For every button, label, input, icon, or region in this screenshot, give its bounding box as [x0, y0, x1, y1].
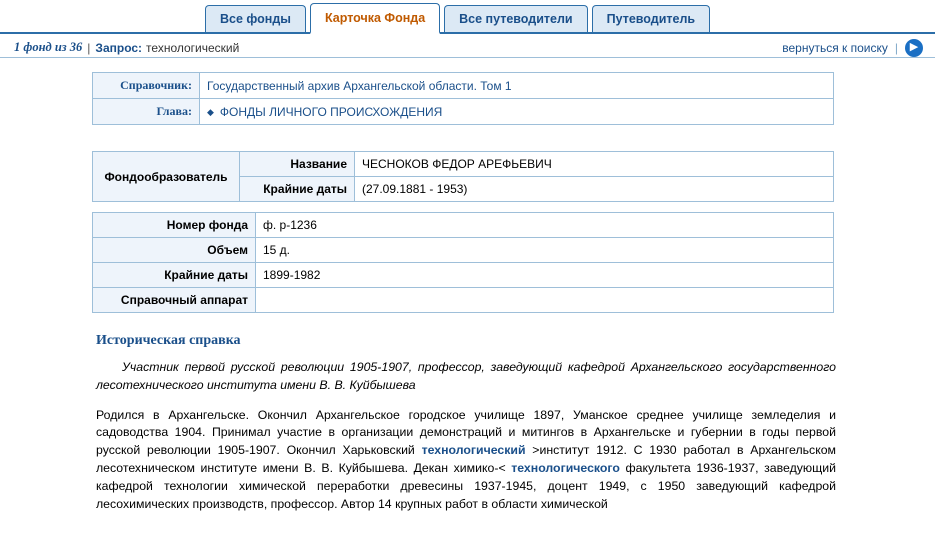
query-separator: | — [87, 40, 91, 55]
diamond-bullet-icon: ◆ — [207, 106, 214, 117]
tab-bar — [0, 0, 935, 34]
tab-fund-card[interactable]: Карточка Фонда — [310, 3, 440, 34]
historical-note-text-3: факультета 1936-1937, заведующий кафедрой технологии химической переработки древесины 1937-1945, доцент 1949, с 1950 заведующий кафедрой лесохимических производств, профессор. Автор 14 крупных работ в области химической — [96, 461, 836, 511]
query-actions — [782, 39, 923, 57]
founder-dates-value: (27.09.1881 - 1953) — [355, 177, 834, 202]
historical-note-body — [96, 407, 836, 514]
historical-note-text-2: >институт 1912. С 1930 работал в Архангельском лесотехническом институте имени В. В. Куйбышева. Декан химико-< — [96, 443, 836, 476]
table-row — [93, 238, 834, 263]
historical-note-highlight-2: технологического — [511, 461, 620, 476]
table-row — [93, 263, 834, 288]
founder-name-value: ЧЕСНОКОВ ФЕДОР АРЕФЬЕВИЧ — [355, 152, 834, 177]
main-content — [0, 58, 935, 514]
back-to-search-link[interactable]: вернуться к поиску — [782, 40, 888, 55]
founder-table — [92, 151, 834, 202]
glava-value-cell — [200, 99, 834, 125]
table-row — [93, 152, 834, 177]
glava-link[interactable]: ФОНДЫ ЛИЧНОГО ПРОИСХОЖДЕНИЯ — [219, 104, 443, 119]
header-info-table — [92, 72, 834, 125]
query-strip — [0, 34, 935, 58]
reference-apparatus-value — [256, 288, 834, 313]
reference-apparatus-label: Справочный аппарат — [93, 288, 256, 313]
query-value: технологический — [146, 40, 240, 55]
glava-label: Глава: — [93, 99, 200, 125]
table-row — [93, 73, 834, 99]
tab-all-funds[interactable]: Все фонды — [205, 5, 306, 32]
spacer — [92, 202, 885, 212]
query-label: Запрос: — [95, 40, 143, 55]
volume-label: Объем — [93, 238, 256, 263]
tab-guide[interactable]: Путеводитель — [592, 5, 710, 32]
table-row — [93, 288, 834, 313]
next-arrow-icon[interactable]: ▶ — [905, 39, 923, 57]
founder-name-label: Название — [240, 152, 355, 177]
historical-note-highlight-1: технологический — [421, 443, 526, 458]
table-row — [93, 213, 834, 238]
action-divider: | — [894, 40, 898, 55]
fund-number-value: ф. р-1236 — [256, 213, 834, 238]
result-count: 1 фонд из 36 — [14, 40, 83, 54]
details-table — [92, 212, 834, 313]
historical-note-lead: Участник первой русской революции 1905-1907, профессор, заведующий кафедрой Архангельского государственного лесотехнического института имени В. В. Куйбышева — [96, 360, 836, 392]
extreme-dates-label: Крайние даты — [93, 263, 256, 288]
founder-row-label: Фондообразователь — [93, 152, 240, 202]
spravochnik-value: Государственный архив Архангельской области. Том 1 — [200, 73, 834, 99]
founder-dates-label: Крайние даты — [240, 177, 355, 202]
tab-all-guides[interactable]: Все путеводители — [444, 5, 587, 32]
historical-note-text-1: Родился в Архангельске. Окончил Архангельское городское училище 1897, Уманское среднее училище земледелия и садоводства 1904. Принимал участие в организации демонстраций и митингов в Архангельске и губернии в годы первой русской революции 1905-1907. Окончил Харьковский — [96, 407, 836, 458]
volume-value: 15 д. — [256, 238, 834, 263]
historical-note-title: Историческая справка — [96, 333, 241, 348]
fund-number-label: Номер фонда — [93, 213, 256, 238]
spacer — [92, 125, 885, 151]
table-row — [93, 99, 834, 125]
extreme-dates-value: 1899-1982 — [256, 263, 834, 288]
spravochnik-label: Справочник: — [93, 73, 200, 99]
